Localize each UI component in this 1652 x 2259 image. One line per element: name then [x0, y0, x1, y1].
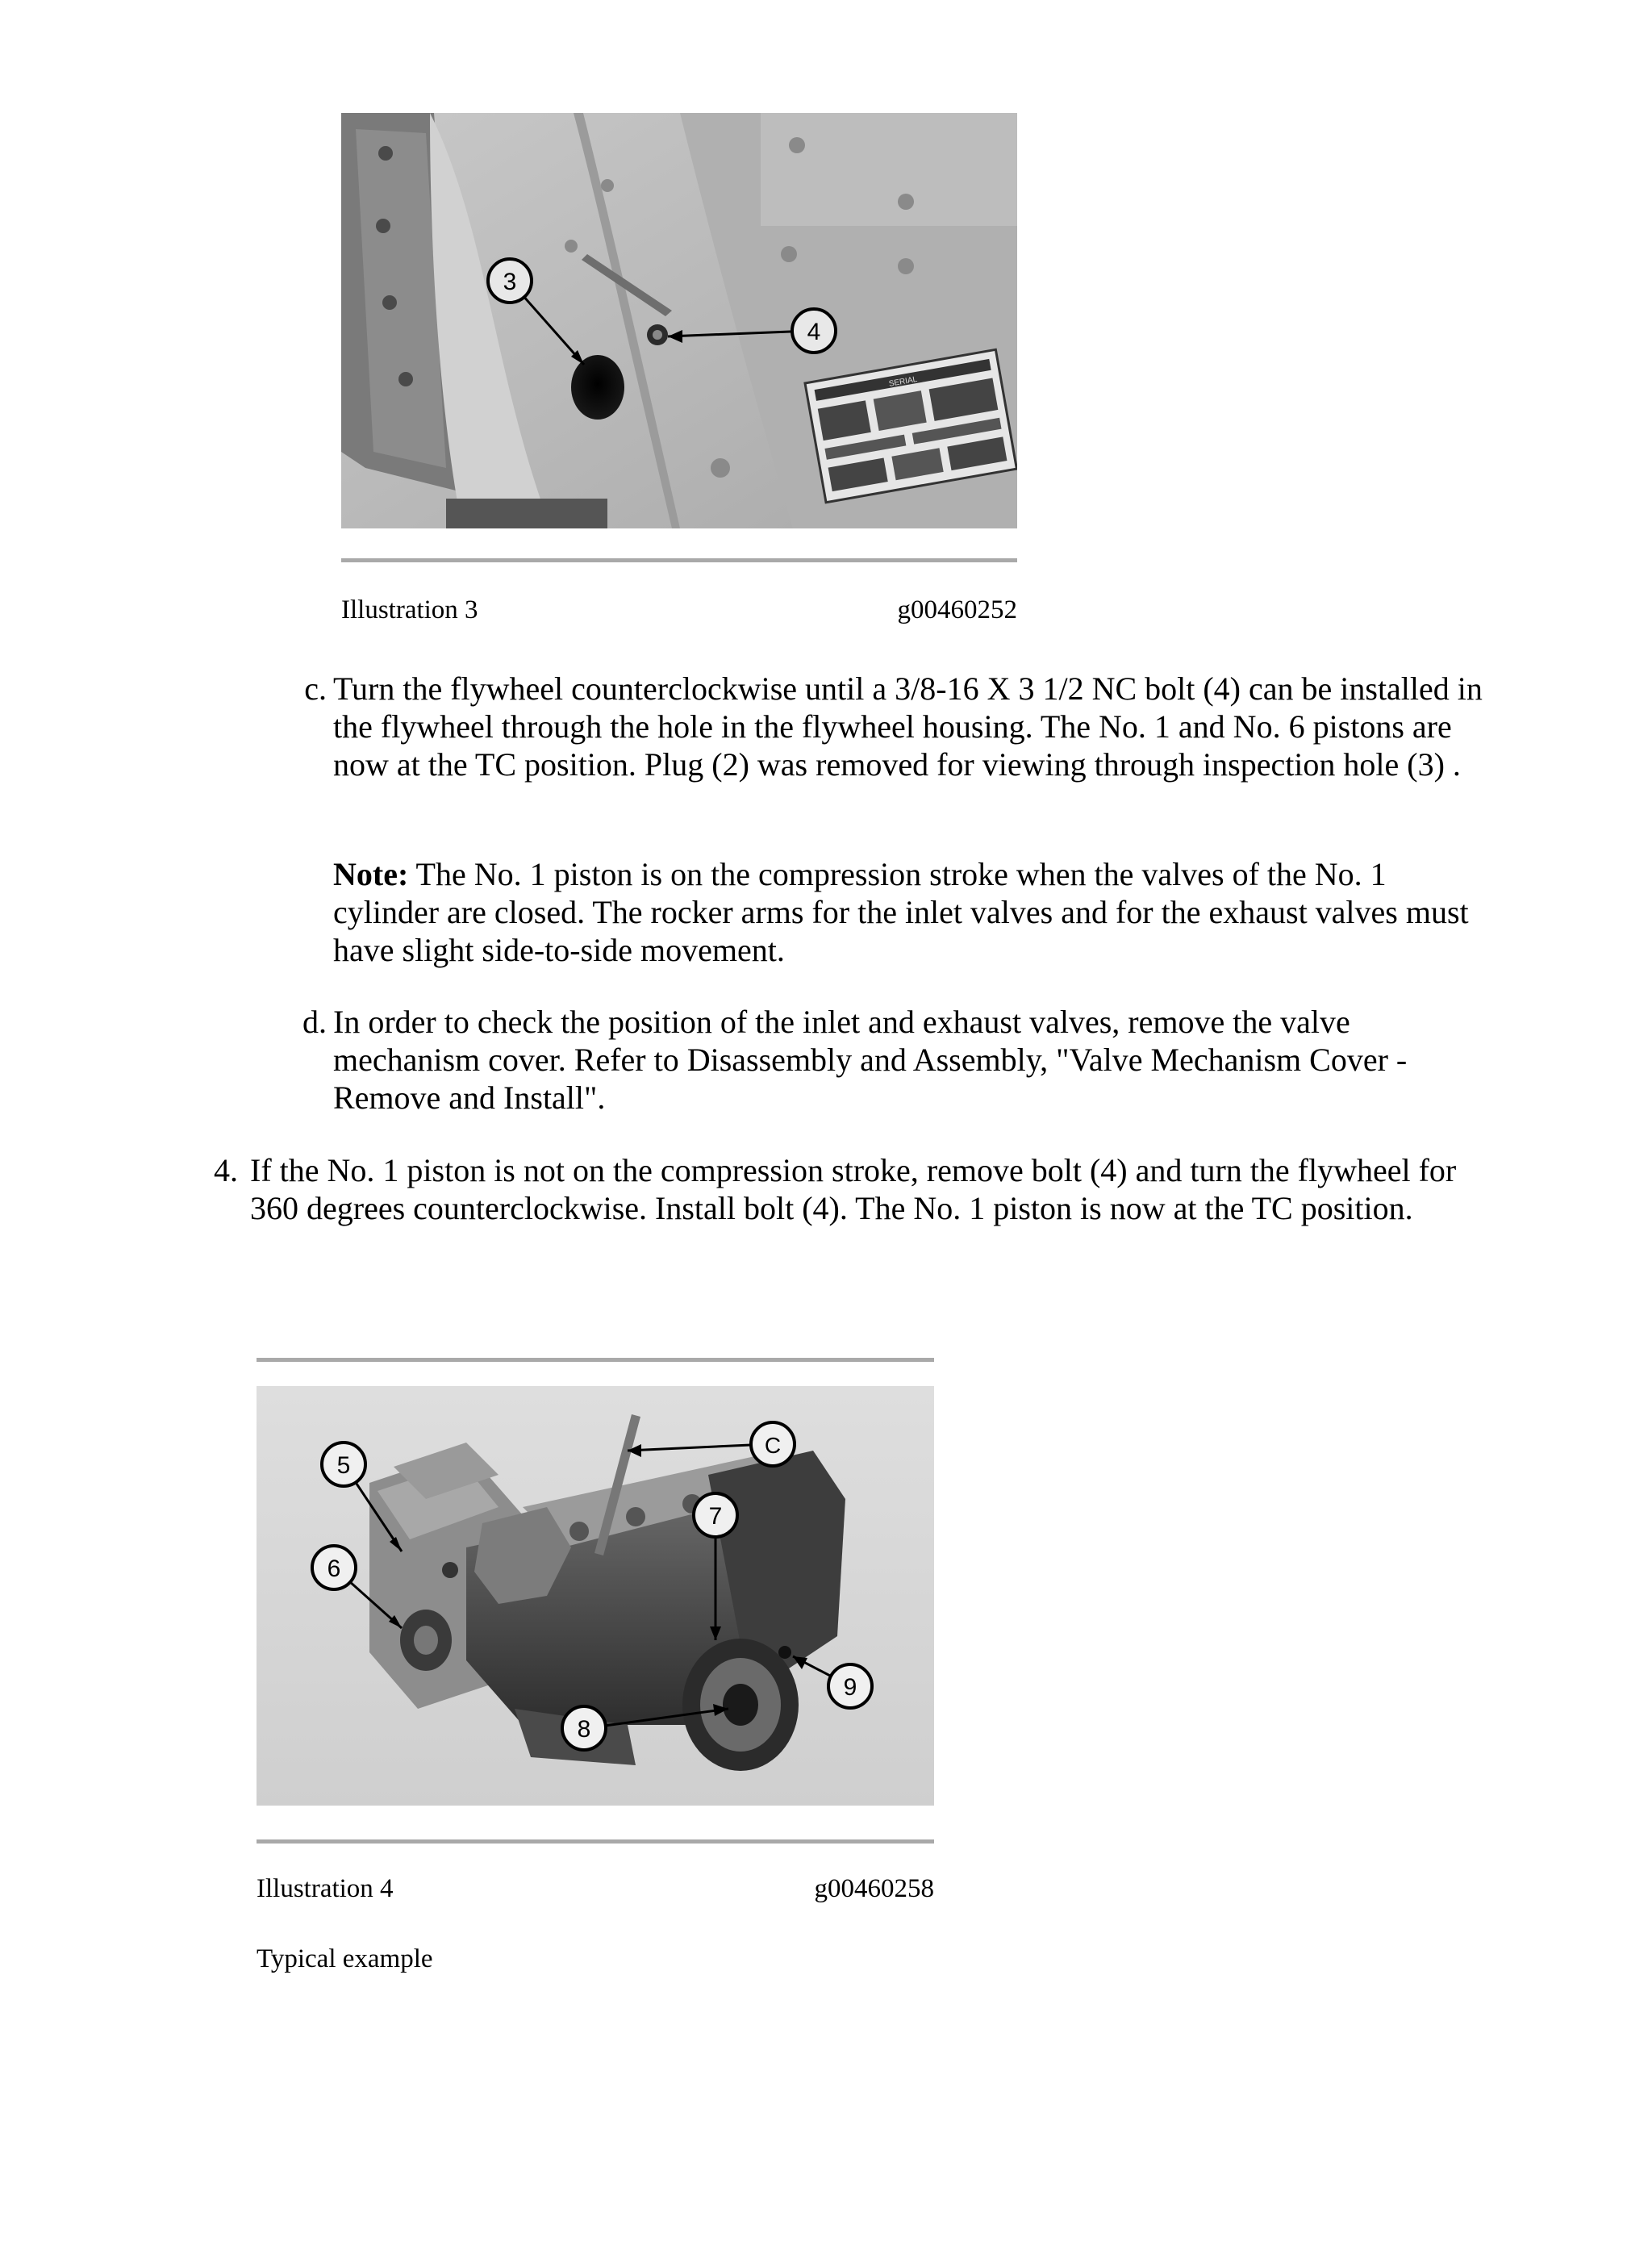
- note-label: Note:: [333, 856, 409, 892]
- note-paragraph: [333, 855, 1479, 969]
- illustration-4-photo: [257, 1386, 934, 1806]
- callout-8: 8: [577, 1716, 591, 1743]
- illustration-4-label: Illustration 4: [257, 1874, 394, 1903]
- step-c-marker: c.: [304, 670, 327, 707]
- illustration-3-code: g00460252: [897, 595, 1017, 624]
- step-d-marker: d.: [302, 1004, 327, 1040]
- callout-3: 3: [503, 269, 517, 295]
- illustration-3-label: Illustration 3: [341, 595, 478, 624]
- callout-C: C: [764, 1433, 782, 1458]
- data-plate-text: SERIAL: [888, 374, 919, 389]
- illustration-4-bottom-rule: [257, 1839, 934, 1844]
- callout-5: 5: [336, 1452, 351, 1479]
- illustration-3-photo: [341, 113, 1017, 528]
- step-c-text: Turn the flywheel counterclockwise until a 3/8-16 X 3 1/2 NC bolt (4) can be installed in the flywheel through the hole in the flywheel housing. The No. 1 and No. 6 pistons are now at the TC position. Plug (2) was removed for viewing through inspection hole (3) .: [333, 670, 1483, 783]
- step-4-marker: 4.: [214, 1152, 238, 1188]
- illustration-4-top-rule: [257, 1358, 934, 1362]
- callout-7: 7: [708, 1503, 723, 1530]
- callout-9: 9: [843, 1674, 857, 1701]
- illustration-4-subcaption: Typical example: [257, 1944, 433, 1973]
- step-d-text: In order to check the position of the inlet and exhaust valves, remove the valve mechanism cover. Refer to Disassembly and Assembly, "Valve Mechanism Cover - Remove and Install".: [333, 1004, 1408, 1116]
- callout-6: 6: [327, 1555, 341, 1582]
- callout-4: 4: [807, 319, 821, 345]
- step-4-text: If the No. 1 piston is not on the compression stroke, remove bolt (4) and turn the flywheel for 360 degrees counterclockwise. Install bolt (4). The No. 1 piston is now at the TC position.: [250, 1152, 1457, 1226]
- illustration-3-rule: [341, 558, 1017, 562]
- note-text: The No. 1 piston is on the compression stroke when the valves of the No. 1 cylinder are closed. The rocker arms for the inlet valves and for the exhaust valves must have slight side-to-side movement.: [333, 856, 1469, 968]
- illustration-4-code: g00460258: [814, 1874, 934, 1903]
